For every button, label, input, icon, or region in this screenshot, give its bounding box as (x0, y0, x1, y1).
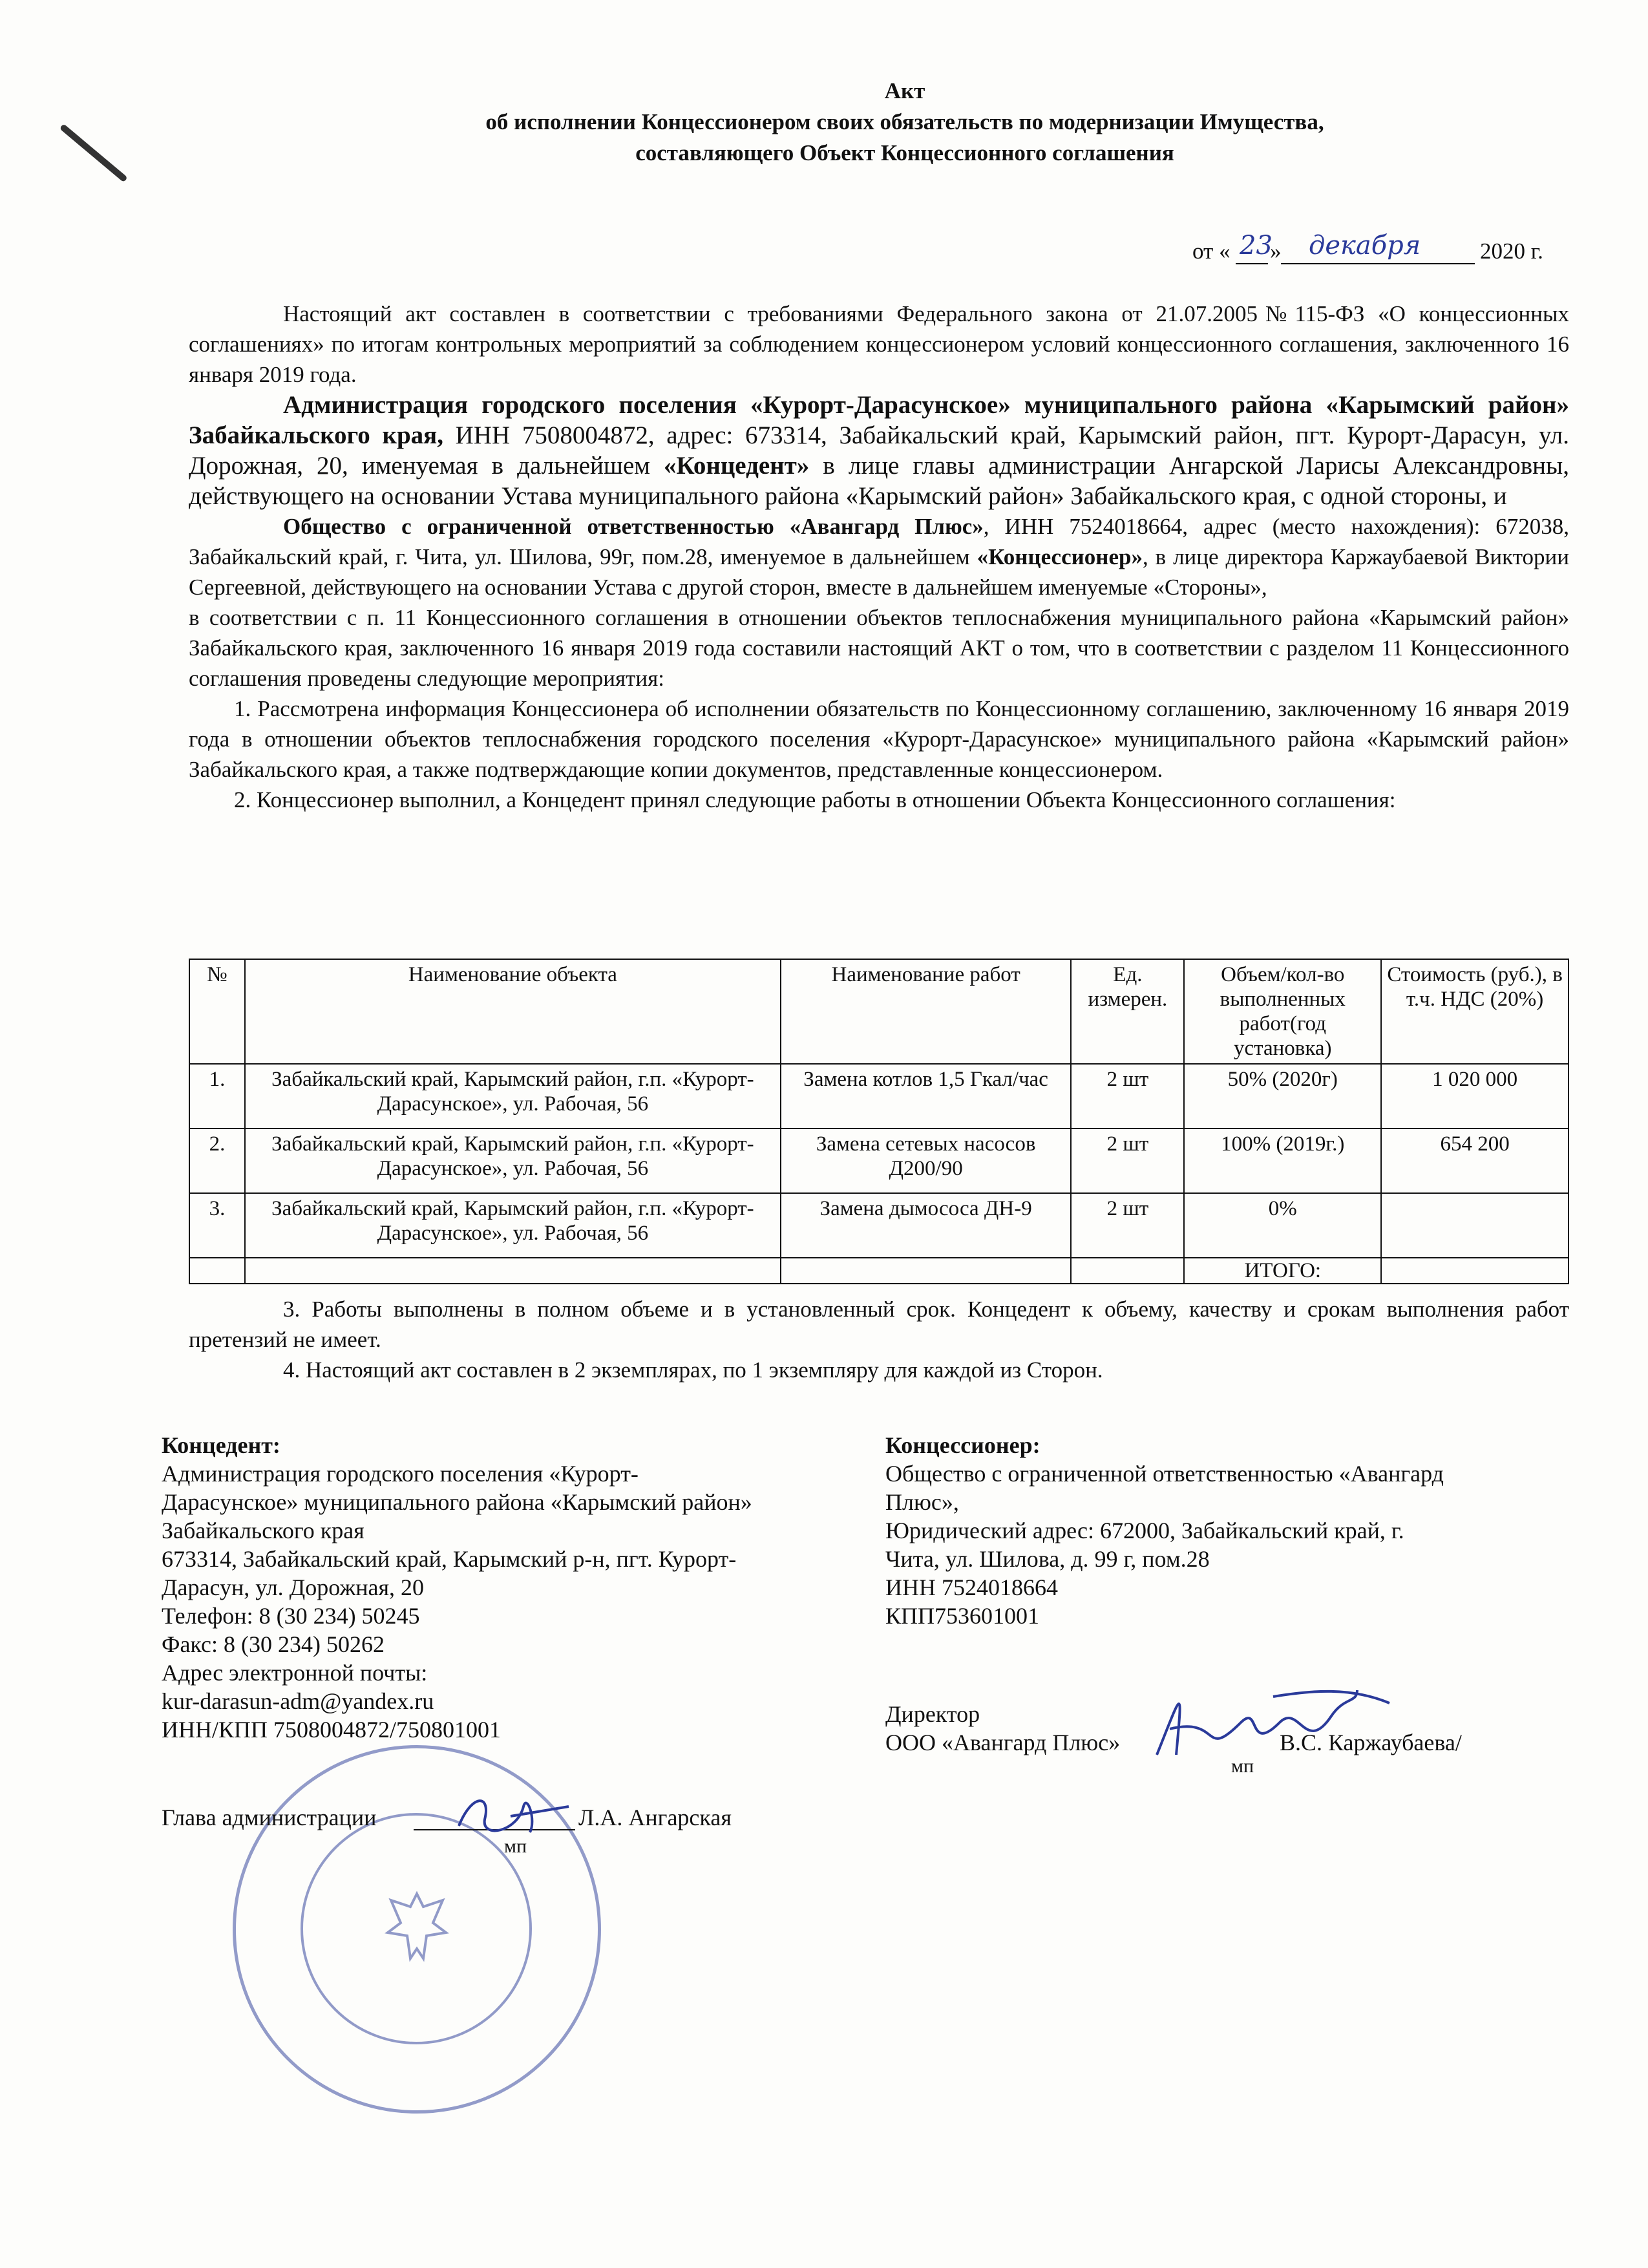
concessionaire-line: Чита, ул. Шилова, д. 99 г, пом.28 (885, 1546, 1210, 1572)
table-cell: 100% (2019г.) (1184, 1129, 1381, 1193)
concedent-line: Факс: 8 (30 234) 50262 (162, 1631, 385, 1657)
concessionaire-org: ООО «Авангард Плюс» (885, 1730, 1121, 1755)
date-day-underline (1236, 263, 1268, 264)
doc-title: Акт (884, 78, 925, 103)
table-cell: 2 шт (1071, 1064, 1184, 1129)
party2-name: Общество с ограниченной ответственностью «Авангард Плюс» (283, 514, 984, 539)
concessionaire-line: Плюс», (885, 1489, 959, 1515)
item-4: 4. Настоящий акт составлен в 2 экземплярах, по 1 экземпляру для каждой из Сторон. (283, 1357, 1103, 1383)
doc-subtitle-1: об исполнении Концессионером своих обязательств по модернизации Имущества, (485, 109, 1324, 134)
concessionaire-line: КПП753601001 (885, 1603, 1040, 1629)
concessionaire-mp: мп (1231, 1755, 1254, 1777)
concessionaire-line: ИНН 7524018664 (885, 1574, 1058, 1600)
doc-subtitle-2: составляющего Объект Концессионного соглашения (635, 140, 1174, 165)
item-2: 2. Концессионер выполнил, а Концедент принял следующие работы в отношении Объекта Концессионного соглашения: (234, 787, 1396, 812)
concedent-line: Администрация городского поселения «Курорт- (162, 1461, 639, 1487)
table-cell (1381, 1193, 1569, 1258)
table-row (189, 1129, 1569, 1193)
header-cell: Ед. измерен. (1071, 959, 1184, 1064)
concessionaire-line: Юридический адрес: 672000, Забайкальский край, г. (885, 1518, 1404, 1543)
concedent-line: Телефон: 8 (30 234) 50245 (162, 1603, 420, 1629)
table-cell: Забайкальский край, Карымский район, г.п. «Курорт-Дарасунское», ул. Рабочая, 56 (245, 1193, 781, 1258)
header-cell: № (189, 959, 245, 1064)
act-body (189, 299, 1569, 815)
header-cell: Стоимость (руб.), в т.ч. НДС (20%) (1381, 959, 1569, 1064)
date-year: 2020 г. (1480, 238, 1543, 264)
table-cell: 50% (2020г) (1184, 1064, 1381, 1129)
total-label: ИТОГО: (1184, 1258, 1381, 1284)
table-cell: 3. (189, 1193, 245, 1258)
header-cell: Наименование объекта (245, 959, 781, 1064)
table-cell: 2 шт (1071, 1193, 1184, 1258)
party1-role: «Концедент» (664, 452, 810, 480)
table-cell: Забайкальский край, Карымский район, г.п. «Курорт-Дарасунское», ул. Рабочая, 56 (245, 1064, 781, 1129)
table-cell: Замена сетевых насосов Д200/90 (781, 1129, 1072, 1193)
party2-details: , ИНН 7524018664, адрес (место нахождения): 672038, Забайкальский край, г. Чита, ул. Шилова, 99г, пом.28, именуемое в дальнейшем (189, 514, 1569, 569)
concessionaire-heading: Концессионер: (885, 1432, 1041, 1458)
table-total-row (189, 1258, 1569, 1284)
party1-paragraph (189, 390, 1569, 511)
party1-representative: в лице главы администрации Ангарской Ларисы Александровны, действующего на основании Устава муниципального района «Карымский район» Забайкальского края, с одной стороны, и (189, 452, 1569, 510)
eagle-emblem-icon (385, 1887, 449, 1965)
concedent-email: kur-darasun-adm@yandex.ru (162, 1688, 434, 1714)
concessionaire-sign-name: В.С. Каржаубаева/ (1280, 1730, 1462, 1755)
table-cell: Замена дымососа ДН-9 (781, 1193, 1072, 1258)
concedent-heading: Концедент: (162, 1432, 280, 1458)
concessionaire-signature (1144, 1677, 1402, 1774)
concedent-signature (446, 1781, 575, 1852)
date-month: декабря (1309, 231, 1421, 260)
header-cell: Наименование работ (781, 959, 1072, 1064)
party1-details: ИНН 7508004872, адрес: 673314, Забайкальский край, Карымский район, пгт. Курорт-Дарасун, ул. Дорожная, 20, именуемая в дальнейшем (189, 421, 1569, 480)
party2-paragraph (189, 511, 1569, 602)
table-row (189, 1064, 1569, 1129)
concedent-line: Адрес электронной почты: (162, 1660, 428, 1686)
concessionaire-block (885, 1431, 1596, 1630)
pen-mark (59, 123, 128, 182)
intro-paragraph: Настоящий акт составлен в соответствии с требованиями Федерального закона от 21.07.2005№115-ФЗ «О концессионных соглашениях» по итогам контрольных мероприятий за соблюдением концессионером условий концессионного соглашения, заключенного 16 января 2019 года. (189, 301, 1569, 387)
table-header-row (189, 959, 1569, 1064)
works-table (189, 959, 1569, 1284)
concedent-line: Дарасун, ул. Дорожная, 20 (162, 1574, 425, 1600)
concedent-line: ИНН/КПП 7508004872/750801001 (162, 1717, 502, 1743)
total-value (1381, 1258, 1569, 1284)
table-cell: 654 200 (1381, 1129, 1569, 1193)
concedent-sign-label: Глава администрации (162, 1805, 377, 1830)
party1-name: Администрация городского поселения «Курорт-Дарасунское» муниципального района «Карымский район» Забайкальского края, (189, 391, 1569, 449)
header-cell: Объем/кол-во выполненных работ(год установка) (1184, 959, 1381, 1064)
table-cell: 1. (189, 1064, 245, 1129)
party2-role: «Концессионер» (977, 544, 1143, 569)
party2-representative: , в лице директора Каржаубаевой Виктории Сергеевной, действующего на основании Устава с другой сторон, вместе в дальнейшем именуемые «Стороны», (189, 544, 1569, 600)
table-cell: Замена котлов 1,5 Гкал/час (781, 1064, 1072, 1129)
concedent-mp: мп (504, 1836, 527, 1857)
date-prefix: от « (1192, 238, 1231, 264)
item-1: 1. Рассмотрена информация Концессионера об исполнении обязательств по Концессионному соглашению, заключенному 16 января 2019 года в отношении объектов теплоснабжения городского поселения «Курорт-Дарасунское» муниципального района «Карымский район» Забайкальского края, а также подтверждающие копии документов, представленные концессионером. (189, 696, 1569, 782)
table-cell: Забайкальский край, Карымский район, г.п. «Курорт-Дарасунское», ул. Рабочая, 56 (245, 1129, 781, 1193)
concedent-line: Забайкальского края (162, 1518, 364, 1543)
concedent-line: 673314, Забайкальский край, Карымский р-н, пгт. Курорт- (162, 1546, 737, 1572)
concedent-block (162, 1431, 872, 1744)
table-cell: 2. (189, 1129, 245, 1193)
table-cell: 0% (1184, 1193, 1381, 1258)
concessionaire-line: Общество с ограниченной ответственностью «Авангард (885, 1461, 1444, 1487)
doc-date (1189, 231, 1577, 267)
date-month-underline (1281, 263, 1475, 264)
table-cell: 1 020 000 (1381, 1064, 1569, 1129)
item-3: 3. Работы выполнены в полном объеме и в установленный срок. Концедент к объему, качеству и срокам выполнения работ претензий не имеет. (189, 1297, 1569, 1352)
basis-paragraph: в соответствии с п. 11 Концессионного соглашения в отношении объектов теплоснабжения муниципального района «Карымский район» Забайкальского края, заключенного 16 января 2019 года составили настоящий АКТ о том, что в соответствии с разделом 11 Концессионного соглашения проведены следующие мероприятия: (189, 605, 1569, 691)
concedent-line: Дарасунское» муниципального района «Карымский район» (162, 1489, 752, 1515)
concessionaire-position: Директор (885, 1701, 980, 1727)
act-closing (189, 1294, 1569, 1385)
date-mid: » (1270, 238, 1282, 264)
date-day: 23 (1240, 231, 1273, 260)
table-cell: 2 шт (1071, 1129, 1184, 1193)
concedent-sign-name: Л.А. Ангарская (578, 1805, 732, 1830)
table-row (189, 1193, 1569, 1258)
